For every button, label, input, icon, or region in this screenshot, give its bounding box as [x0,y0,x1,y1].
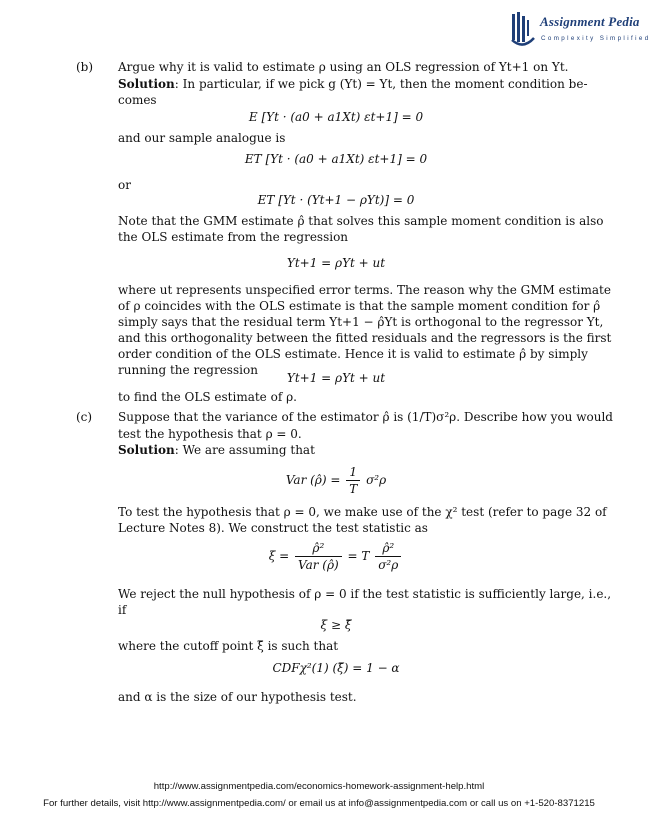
part-b-solution-intro: : In particular, if we pick g (Yt) = Yt, then the moment condition be- [174,77,588,91]
xi-mid: = T [347,549,370,563]
equation-test-statistic [118,540,554,573]
part-c-question-line-1: Suppose that the variance of the estimator ρ̂ is (1/T)σ²ρ. Describe how you would [118,410,613,424]
reject-line-2: if [118,603,127,617]
footer-url[interactable]: http://www.assignmentpedia.com/economics-homework-assignment-help.html [153,781,485,792]
cutoff-text: where the cutoff point ξ̄ is such that [118,639,339,653]
test-line-1: To test the hypothesis that ρ = 0, we make use of the χ² test (refer to page 32 of [118,505,607,519]
xi-numerator-1: ρ̂² [295,540,342,557]
part-b-solution-label: Solution [118,77,175,91]
part-b-question: Argue why it is valid to estimate ρ using an OLS regression of Yt+1 on Yt. [118,60,569,74]
equation-regression-1: Yt+1 = ρYt + ut [286,256,386,270]
equation-regression-2: Yt+1 = ρYt + ut [286,371,386,385]
variance-lhs: Var (ρ̂) = [285,473,341,487]
brand-tagline: Complexity Simplified [541,35,651,42]
xi-fraction-2 [375,540,401,573]
brand-logo [510,8,651,52]
part-c-solution-label: Solution [118,443,175,457]
note-line-2: the OLS estimate from the regression [118,230,349,244]
explanation-line-5: order condition of the OLS estimate. Hence it is valid to estimate ρ̂ by simply [118,347,588,361]
note-line-1: Note that the GMM estimate ρ̂ that solves this sample moment condition is also [118,214,604,228]
brand-name: Assignment Pedia [540,14,640,29]
equation-variance [118,464,554,497]
xi-denominator-1: Var (ρ̂) [298,558,339,572]
variance-numerator: 1 [346,464,360,481]
explanation-line-4: and this orthogonality between the fitted residuals and the regressors is the first [118,331,612,345]
sample-analogue-text: and our sample analogue is [118,131,286,145]
xi-numerator-2: ρ̂² [375,540,401,557]
explanation-line-1: where ut represents unspecified error terms. The reason why the GMM estimate [118,283,611,297]
part-c-question-line-2: test the hypothesis that ρ = 0. [118,427,302,441]
equation-cutoff: ξ ≥ ξ̄ [320,618,352,632]
part-b-solution-intro-2: comes [118,93,157,107]
equation-moment-condition: E [Yt · (a0 + a1Xt) εt+1] = 0 [248,110,424,124]
part-b-label: (b) [76,60,94,74]
explanation-line-2: of ρ coincides with the OLS estimate is that the sample moment condition for ρ̂ [118,299,601,313]
variance-denominator: T [349,482,358,496]
logo-mark-icon [510,10,536,48]
xi-fraction-1 [295,540,342,573]
reject-line-1: We reject the null hypothesis of ρ = 0 if the test statistic is sufficiently large, i.e., [118,587,612,601]
part-c-label: (c) [76,410,93,424]
part-c-solution-intro: : We are assuming that [174,443,315,457]
footer-contact-details: For further details, visit http://www.assignmentpedia.com/ or email us at info@assignmentpedia.com or call us on +1-520-8371215 [43,798,595,809]
equation-cdf: CDFχ²(1) (ξ̄) = 1 − α [272,661,400,675]
xi-lhs: ξ = [268,549,290,563]
explanation-line-3: simply says that the residual term Yt+1 − ρ̂Yt is orthogonal to the regressor Yt, [118,315,604,329]
equation-sample-moment: ET [Yt · (Yt+1 − ρYt)] = 0 [257,193,415,207]
part-c-solution-line [118,443,554,459]
xi-denominator-2: σ²ρ [378,558,399,572]
find-ols-text: to find the OLS estimate of ρ. [118,390,297,404]
equation-sample-analogue: ET [Yt · (a0 + a1Xt) εt+1] = 0 [244,152,428,166]
variance-rhs: σ²ρ [366,473,387,487]
alpha-text: and α is the size of our hypothesis test. [118,690,357,704]
test-line-2: Lecture Notes 8). We construct the test statistic as [118,521,428,535]
variance-fraction [346,464,360,497]
explanation-line-6: running the regression [118,363,258,377]
part-b-solution-line [118,77,588,93]
or-text: or [118,178,131,192]
